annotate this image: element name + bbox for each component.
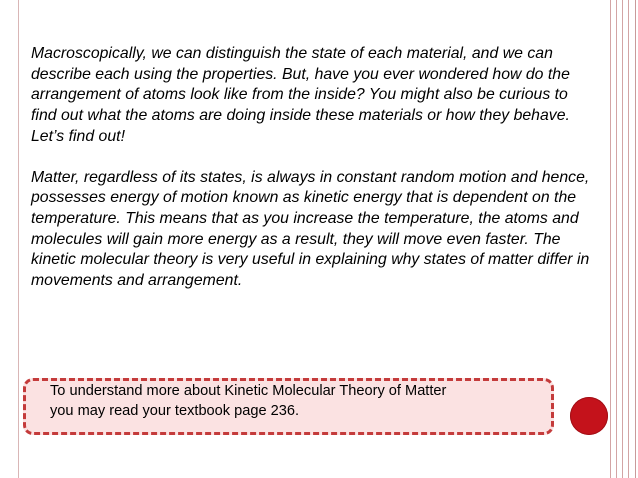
decor-line [635, 0, 636, 478]
note-text [50, 382, 545, 421]
note-line-1: To understand more about Kinetic Molecular Theory of Matter [50, 383, 447, 399]
decor-line [616, 0, 617, 478]
note-line-2: you may read your textbook page 236. [50, 402, 300, 419]
red-circle-icon [570, 397, 608, 435]
decor-line [622, 0, 623, 478]
kinetic-energy-paragraph: Matter, regardless of its states, is always in constant random motion and hence, possesses energy of motion known as kinetic energy that is dependent on the temperature. This means that as you increase the temperature, the atoms and molecules will gain more energy as a result, they will move even faster. The kinetic molecular theory is very useful in explaining why states of matter differ in movements and arrangement. [31, 168, 590, 290]
right-decoration [610, 0, 638, 478]
slide-body [31, 44, 591, 312]
intro-paragraph: Macroscopically, we can distinguish the state of each material, and we can describe each using the properties. But, have you ever wondered how do the arrangement of atoms look like from the inside? You might also be curious to find out what the atoms are doing inside these materials or how they behave. Let’s find out! [31, 45, 570, 145]
decor-line [628, 0, 629, 478]
decor-line [610, 0, 611, 478]
